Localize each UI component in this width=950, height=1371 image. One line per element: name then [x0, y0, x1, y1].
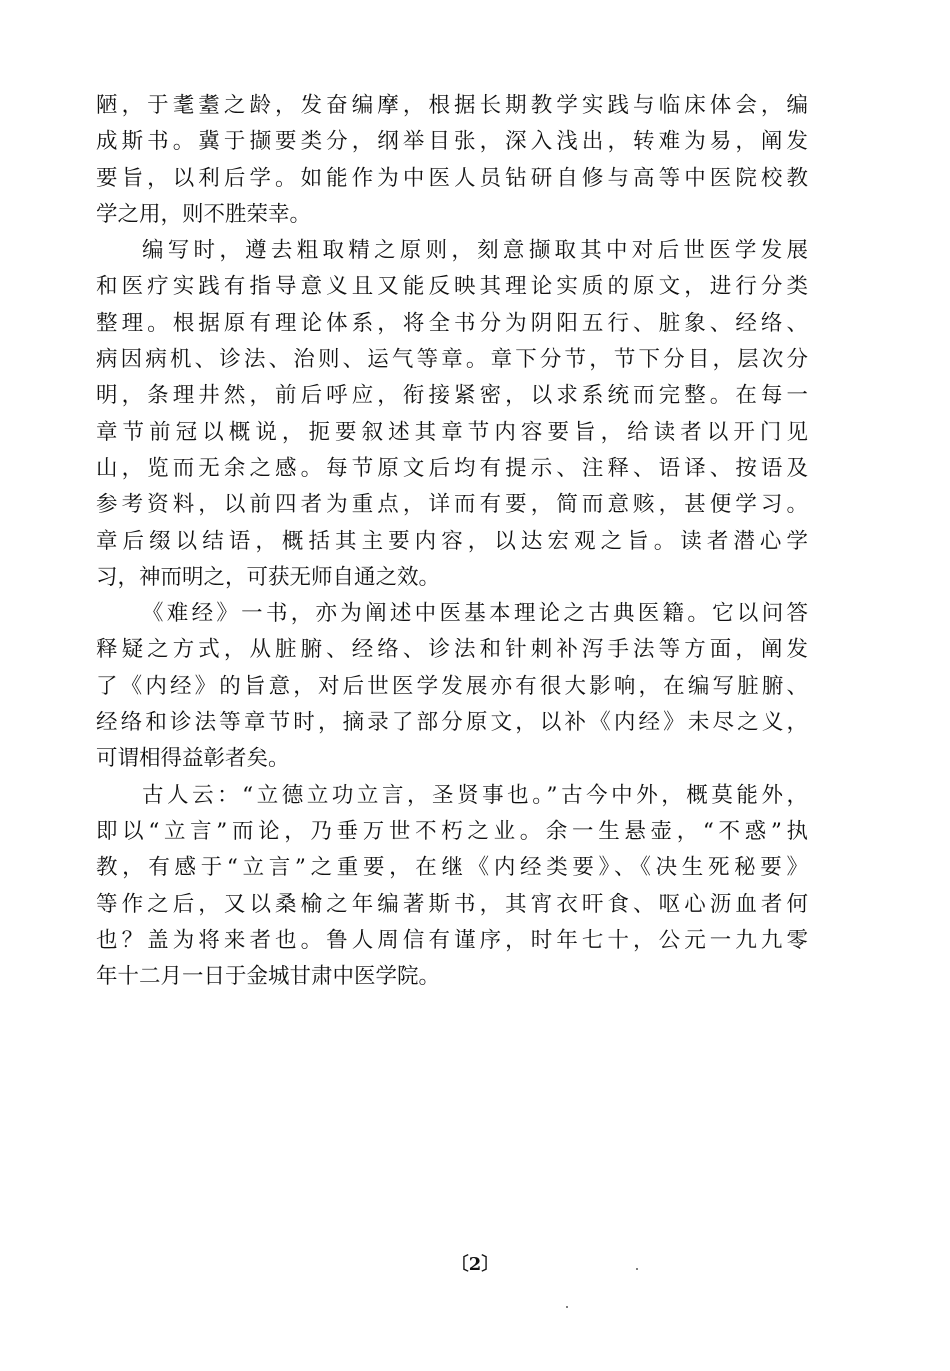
preface-body	[96, 88, 808, 995]
text-line: 章后缀以结语，概括其主要内容，以达宏观之旨。读者潜心学	[96, 528, 808, 554]
text-line: 整理。根据原有理论体系，将全书分为阴阳五行、脏象、经络、	[96, 310, 808, 336]
text-line: 和医疗实践有指导意义且又能反映其理论实质的原文，进行分类	[96, 274, 808, 300]
text-line: 即以“立言”而论，乃垂万世不朽之业。余一生悬壶，“不惑”执	[96, 818, 808, 844]
text-line: 等作之后，又以桑榆之年编著斯书，其宵衣旰食、呕心沥血者何	[96, 891, 808, 917]
scan-speck	[566, 1306, 568, 1308]
text-line: 学之用，则不胜荣幸。	[96, 201, 312, 227]
text-line: 山，览而无余之感。每节原文后均有提示、注释、语译、按语及	[96, 455, 808, 481]
text-line: 编写时，遵去粗取精之原则，刻意撷取其中对后世医学发展	[142, 238, 808, 264]
text-line: 经络和诊法等章节时，摘录了部分原文，以补《内经》未尽之义，	[96, 710, 808, 736]
text-line: 明，条理井然，前后呼应，衔接紧密，以求系统而完整。在每一	[96, 383, 808, 409]
text-line: 陋，于耄耋之龄，发奋编摩，根据长期教学实践与临床体会，编	[96, 93, 808, 118]
page-number: 〔2〕	[450, 1254, 500, 1275]
text-line: 成斯书。冀于撷要类分，纲举目张，深入浅出，转难为易，阐发	[96, 129, 808, 155]
text-line: 也？盖为将来者也。鲁人周信有谨序，时年七十，公元一九九零	[96, 927, 808, 953]
text-line: 习，神而明之，可获无师自通之效。	[96, 564, 441, 590]
text-line: 可谓相得益彰者矣。	[96, 746, 290, 772]
text-line: 《难经》一书，亦为阐述中医基本理论之古典医籍。它以问答	[142, 601, 808, 627]
text-line: 年十二月一日于金城甘肃中医学院。	[96, 964, 441, 990]
scan-speck	[636, 1268, 638, 1270]
text-line: 章节前冠以概说，扼要叙述其章节内容要旨，给读者以开门见	[96, 419, 808, 445]
text-line: 了《内经》的旨意，对后世医学发展亦有很大影响，在编写脏腑、	[96, 673, 808, 699]
text-line: 释疑之方式，从脏腑、经络、诊法和针刺补泻手法等方面，阐发	[96, 637, 808, 663]
text-line: 教，有感于“立言”之重要，在继《内经类要》、《决生死秘要》	[96, 855, 808, 881]
text-line: 要旨，以利后学。如能作为中医人员钻研自修与高等中医院校教	[96, 165, 808, 191]
text-line: 病因病机、诊法、治则、运气等章。章下分节，节下分目，层次分	[96, 347, 808, 373]
text-line: 古人云：“立德立功立言，圣贤事也。”古今中外，概莫能外，	[142, 782, 808, 808]
text-line: 参考资料，以前四者为重点，详而有要，简而意赅，甚便学习。	[96, 492, 808, 518]
